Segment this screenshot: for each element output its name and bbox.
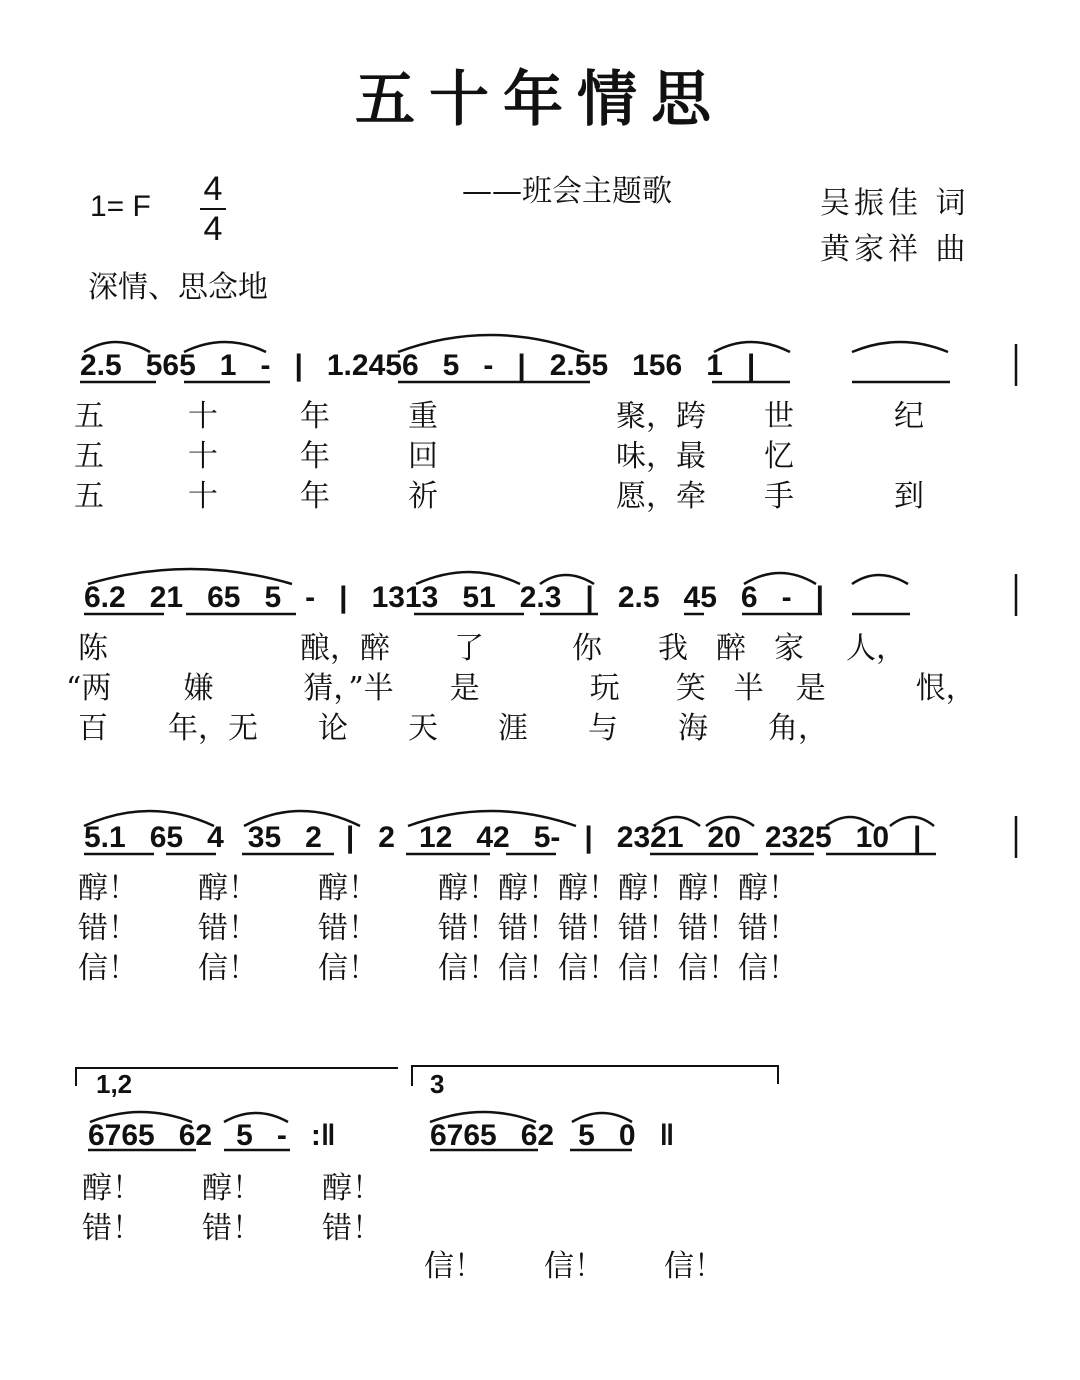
notation-system-4-second-ending: 6765 62 5 0 ‖ [430, 1119, 675, 1152]
subtitle: ——班会主题歌 [462, 174, 672, 209]
lyric-line-2-1: 陈 酿，醉 了 你 我 醉 家 人， [78, 631, 906, 666]
volta-2-label: 3 [430, 1069, 445, 1099]
lyric-line-1-1: 五 十 年 重 聚，跨 世 纪 [74, 399, 924, 434]
time-signature-bottom: 4 [203, 210, 223, 248]
page-title: 五十年情思 [355, 65, 725, 135]
lyric-line-1-3: 五 十 年 祈 愿，牵 手 到 [74, 479, 924, 514]
notation-system-4-first-ending: 6765 62 5 - :‖ [88, 1119, 336, 1152]
lyric-line-3-1: 醇！ 醇！ 醇！ 醇！醇！醇！醇！醇！醇！ [78, 871, 798, 906]
expression-marking: 深情、思念地 [88, 270, 268, 305]
lyric-line-3-2: 错！ 错！ 错！ 错！错！错！错！错！错！ [78, 911, 798, 946]
volta-1-label: 1,2 [96, 1069, 133, 1099]
key-signature: 1= F [90, 190, 151, 223]
volta-brackets [76, 1066, 778, 1086]
composer-credit: 黄家祥 曲 [820, 232, 970, 267]
lyric-line-1-2: 五 十 年 回 味，最 忆 [74, 439, 794, 474]
underline-marks [80, 382, 950, 1150]
lyric-line-2-3: 百 年，无 论 天 涯 与 海 角， [78, 711, 828, 746]
notation-system-2: 6.2 21 65 5 - | 1313 51 2.3 | 2.5 45 6 - | [84, 581, 824, 614]
lyric-line-4-3: 信！ 信！ 信！ [424, 1249, 724, 1284]
lyric-line-4-1: 醇！ 醇！ 醇！ [82, 1171, 382, 1206]
time-signature-top: 4 [203, 170, 223, 208]
notation-system-1: 2.5 565 1 - | 1.2456 5 - | 2.55 156 1 | [80, 349, 756, 382]
lyric-line-2-2: “两 嫌 猜，”半 是 玩 笑 半 是 恨， [66, 671, 976, 706]
lyricist-credit: 吴振佳 词 [820, 186, 970, 221]
slur-marks [84, 335, 948, 1122]
lyric-line-4-2: 错！ 错！ 错！ [82, 1211, 382, 1246]
notation-system-3: 5.1 65 4 35 2 | 2 12 42 5- | 2321 20 2325 10 | [84, 821, 922, 854]
lyric-line-3-3: 信！ 信！ 信！ 信！信！信！信！信！信！ [78, 951, 798, 986]
